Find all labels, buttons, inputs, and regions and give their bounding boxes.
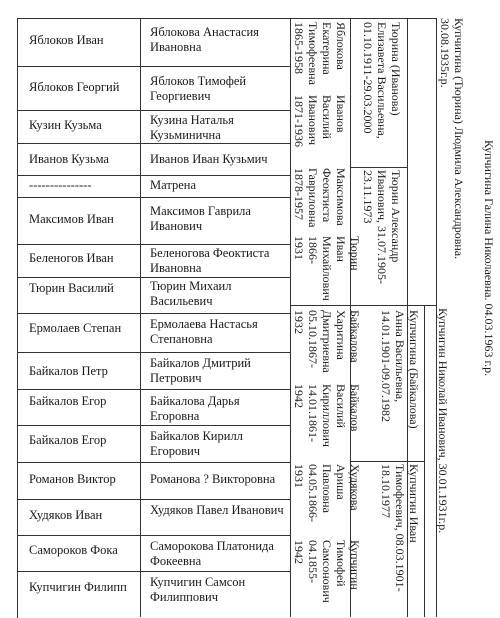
father-name: Тюрин Василий [29,281,114,295]
child-name: Кузина Наталья Кузьминична [150,113,234,142]
tree-divider [290,305,436,306]
table-row [17,571,290,617]
child-name: Худяков Павел Иванович [150,503,284,517]
table-row [17,425,290,463]
child-name: Яблоков Тимофей Георгиевич [150,74,247,103]
paternal-grandmother: Купчигина (Байкалова) Анна Васильевна, 14.01.1901-09.07.1982 [379,310,421,429]
paternal-grandfather: Купчигин Иван Тимофеевич, 08.03.1901- 18.10.1977 [379,464,421,592]
table-row [17,389,290,426]
table-row [17,499,290,536]
child-name: Максимов Гаврила Иванович [150,204,251,233]
father-name: Байкалов Егор [29,394,107,408]
great-grandparent: Худякова Ариша Павловна 04.05.1866- 1931 [292,464,362,522]
child-name: Тюрин Михаил Васильевич [150,279,232,308]
table-row [17,352,290,390]
table-row [17,535,290,572]
tree-divider [350,461,424,462]
child-name: Байкалов Кирилл Егорович [150,429,243,458]
father-name: Кузин Кузьма [29,118,102,132]
table-row [17,110,290,144]
great-grandparent: Яблокова Екатерина Тимофеевна 1865-1958 [292,22,348,85]
tree-divider [350,167,407,168]
child-name: Иванов Иван Кузьмич [150,152,268,166]
child-name: Матрена [150,178,196,192]
father-name: Яблоков Георгий [29,80,120,94]
table-row [17,66,290,111]
father-name: Иванов Кузьма [29,152,109,166]
tree-divider [290,18,291,617]
great-grandparent: Купчигин Тимофей Самсонович 04.1855- 1942 [292,540,362,603]
great-grandparent: Максимова Феоктиста Гавриловна 1878-1957 [292,168,348,228]
table-row [17,197,290,245]
maternal-grandfather: Тюрин Александр Иванович, 31.07.1905- 23.11.1973 [361,170,403,285]
father-name: Байкалов Петр [29,364,108,378]
great-grandparent: Байкалова Харитина Дмитриевна 05.10.1867- 1932 [292,310,362,373]
child-name: Байкалова Дарья Егоровна [150,394,240,423]
table-row [17,277,290,314]
child-name: Яблокова Анастасия Ивановна [150,25,259,54]
table-row [17,175,290,198]
child-name: Романова ? Викторовна [150,472,276,486]
great-grandparent: Иванов Василий Иванович 1871-1936 [292,95,348,147]
table-row [17,462,290,500]
father-name: Байкалов Егор [29,433,107,447]
child-name: Саморокова Платонида Фокеевна [150,539,274,568]
child-name: Беленогова Феоктиста Ивановна [150,246,270,275]
table-row [17,18,290,67]
father-name: --------------- [29,178,92,192]
mother-entry: Купчигина (Тюрина) Людмила Александровна. 30.08.1935г.р. [438,18,466,260]
father-name: Самороков Фока [29,543,118,557]
father-name: Худяков Иван [29,508,103,522]
father-name: Купчигин Филипп [29,580,127,594]
table-row [17,244,290,278]
table-row [17,143,290,176]
father-name: Романов Виктор [29,472,116,486]
great-grandparent: Байкалов Василий Кириллович 14.01.1861- 1942 [292,384,362,447]
table-row [17,313,290,353]
father-entry: Купчигин Николай Иванович, 30.01.1931г.р. [436,308,450,534]
tree-divider [290,18,436,19]
maternal-grandmother: Тюрина (Иванова) Елизавета Васильевна, 01.10.1911-29.03.2000 [361,22,403,139]
child-name: Ермолаева Настасья Степановна [150,317,258,346]
father-name: Яблоков Иван [29,33,104,47]
father-name: Ермолаев Степан [29,321,122,335]
tree-divider [424,305,425,617]
family-tree [290,0,500,617]
child-name: Купчигин Самсон Филиппович [150,575,246,604]
child-name: Байкалов Дмитрий Петрович [150,356,251,385]
father-name: Максимов Иван [29,212,114,226]
great-grandparent: Тюрин Иван Михайлович 1866- 1931 [292,236,362,301]
father-name: Беленогов Иван [29,251,114,265]
proband-name: Купчигина Галина Николаевна. 04.03.1963 г.р. [482,140,496,377]
